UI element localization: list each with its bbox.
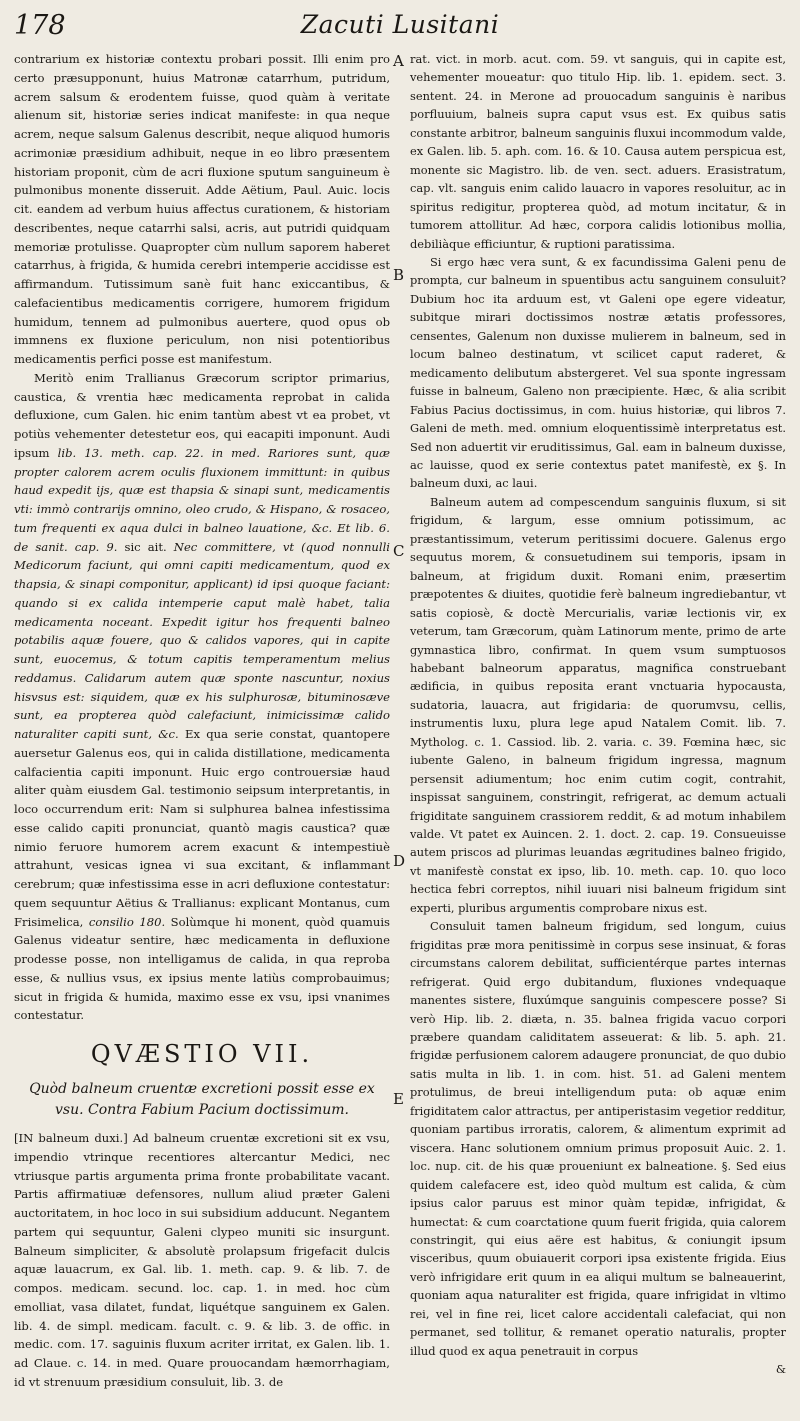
catchword: & xyxy=(775,1362,786,1377)
quaestio-title: QVÆSTIO VII. xyxy=(90,1040,314,1068)
left-paragraph-2g: Solùmque hi monent, quòd quamuis Galenus videatur sentire, hæc medicamenta in defluxione prodesse posse, non intelligamus de calida, in qua reproba esse, & nullius vsus, ex ipsius mente latiùs comprobauimus; sicut in frigida & humida, maximo esse ex vsu, ipsi vnanimes contestatur. xyxy=(14,914,391,1023)
page-header xyxy=(14,8,786,48)
right-paragraph-4: Consuluit tamen balneum frigidum, sed longum, cuius frigiditas præ mora penitissimè in corpus sese insinuat, & foras circumstans calorem debilitat, sufficientérque partes internas refrigerat. Quid ergo dubitandum, fluxiones vndequaque manentes sistere, fluxúmque sanguinis compescere posse? Si verò Hip. lib. 2. diæta, n. 35. balnea frigida vacuo corpori præbere quandam caliditatem asseuerat: & lib. 5. aph. 21. frigidæ perfusionem calorem adaugere pronunciat, de quo dubio satis multa in lib. 1. in com. hist. 51. ad Galeni mentem protulimus, de breui intelligendum puta: ob aquæ enim frigiditatem calor attractus, per antiperistasim vegetior redditur, quoniam partibus irroratis, calorem, & alimentum exprimit ad viscera. Hanc solutionem omnium primus proposuit Auic. 2. 1. loc. nup. cit. de his quæ proueniunt ex balneatione. §. Sed eius quidem calefacere est, ideo quòd multum est calida, & cùm ipsius calor paruus est minor quàm tepidæ, infrigidat, & humectat: & cum coarctatione quum fuerit frigida, quia calorem constringit, qui eius aëre est habitus, & coniungit ipsum visceribus, quum obuiauerit corpori ipsa existente frigida. Eius verò infrigidare erit quum in ea aliqui multum se balneauerint, quoniam aqua naturaliter est frigida, quare infrigidat in vltimo rei, vel in fine rei, licet calore accidentali calefaciat, qui non permanet, sed tollitur, & remanet operatio naturalis, propter illud quod ex aqua penetrauit in corpus xyxy=(410,919,786,1358)
running-title: Zacuti Lusitani xyxy=(300,10,500,39)
page-number: 178 xyxy=(14,10,66,41)
right-paragraph-3: Balneum autem ad compescendum sanguinis fluxum, si sit frigidum, & largum, esse omnium potissimum, ac præstantissimum, veterum peritissimi docuere. Galenus ergo sequutus morem, & consuetudinem sui temporis, ipsam in balneum, at frigidum duxit. Romani enim, præsertim præpotentes & diuites, quotidie ferè balneum ingrediebantur, vt satis copiosè, & doctè Mercurialis, variæ lectionis vir, ex veterum, tam Græcorum, quàm Latinorum mente, primo de arte gymnastica libro, confirmat. In quem vsum sumptuosos habebant balneorum apparatus, magnifica construebant ædificia, in quibus reposita erant vnctuaria hypocausta, sudatoria, lauacra, aut frigidaria: de quorumvsu, cellis, instrumentis luxu, plura lege apud Natalem Comit. lib. 7. Mytholog. c. 1. Cassiod. lib. 2. varia. c. 39. Fœmina hæc, sic iubente Galeno, in balneum frigidum ingressa, magnum persensit adiumentum; hoc enim cutim cogit, contrahit, inspissat sanguinem, constringit, refrigerat, ac demum actuali frigiditate sanguinem crassiorem reddit, & ad motum inhabilem valde. Vt patet ex Auincen. 2. 1. doct. 2. cap. 19. Consueuisse autem priscos ad plurimas leuandas ægritudines balneo frigido, vt manifestè constat ex ipso, lib. 10. meth. cap. 10. quo loco hectica febri correptos, nihil iuuari nisi balneum frigidum sint experti, pluribus argumentis comprobare nixus est. xyxy=(410,494,786,915)
left-paragraph-1: contrarium ex historiæ contextu probari possit. Illi enim pro certo præsupponunt, huius Matronæ catarrhum, putridum, acrem salsum & erodentem fuisse, quod quàm à veritate alienum sit, historiæ series indicat manifeste: in qua neque acrem, neque salsum Galenus describit, neque aliquod humoris acrimoniæ præsidium adhibuit, neque in eo libro præsentem historiam proponit, cùm de acri fluxione sputum sanguineum è pulmonibus monente disseruit. Adde Aëtium, Paul. Auic. locis cit. eandem ad verbum huius affectus curationem, & historiam describentes, neque catarrhi salsi, acris, aut putridi quidquam memoriæ protulisse. Quapropter cùm nullum saporem haberet catarrhus, à frigida, & humida cerebri intemperie accidisse est affirmandum. Tutissimum sanè fuit hanc exiccantibus, & calefacientibus medicamentis corrigere, humorem frigidum humidum, tennem ad pulmonibus auertere, quod opus ob immnens ex fluxione periculum, non nisi potentioribus medicamentis perfici posse est manifestum. xyxy=(14,52,390,366)
left-paragraph-2a: Meritò enim Trallianus Græcorum scriptor primarius, caustica, & vrentia hæc medicamenta reprobat in calida defluxione, cum Galen. hic enim tantùm abest vt ea probet, vt potiùs vehementer detestetur eos, qui eacapiti imponunt. Audi ipsum xyxy=(14,370,390,460)
left-paragraph-2b: lib. 13. meth. cap. 22. in med. Rariores sunt, quæ propter calorem acrem oculis fluxionem immittunt: in quibus haud expedit ijs, quæ est thapsia & sinapi sunt, medicamentis vti: immò contrarijs omnino, oleo crudo, & Hispano, & rosaceo, tum frequenti ex aqua dulci in balneo lauatione, &c. Et lib. 6. de sanit. cap. 9. xyxy=(14,445,390,554)
margin-letter-c: C xyxy=(393,542,405,560)
margin-letter-d: D xyxy=(393,852,406,870)
quaestio-subtitle: Quòd balneum cruentæ excretioni possit esse ex vsu. Contra Fabium Pacium doctissimum. xyxy=(29,1081,375,1118)
right-column xyxy=(410,50,786,1379)
right-paragraph-2: Si ergo hæc vera sunt, & ex facundissima Galeni penu de prompta, cur balneum in spuentibus actu sanguinem consuluit? Dubium hoc ita arduum est, vt Galeni ope egere videatur, subitque mirari doctissimos nostræ ætatis professores, censentes, Galenum non duxisse mulierem in balneum, sed in locum balneo destinatum, vt scilicet caput raderet, & medicamento delibutum abstergeret. Vel sua sponte ingressam fuisse in balneum, Galeno non præcipiente. Hæc, & alia scribit Fabius Pacius doctissimus, in com. huius historiæ, qui libros 7. Galeni de meth. med. omnium eloquentissimè interpretatus est. Sed non aduertit vir eruditissimus, Gal. eam in balneum duxisse, ac lauisse, quod ex serie contextus patet manifestè, ex §. In balneum duxi, ac laui. xyxy=(410,254,786,491)
left-paragraph-2f: consilio 180. xyxy=(88,914,166,929)
left-paragraph-2e: Ex qua serie constat, quantopere auersetur Galenus eos, qui in calida distillatione, medicamenta calfacientia capiti imponunt. Huic ergo controuersiæ haud aliter quàm eiusdem Gal. testimonio seipsum interpretantis, in loco occurrendum erit: Nam si sulphurea balnea infestissima esse calido capiti pronunciat, quantò magis caustica? quæ nimio feruore humorem acrem exacunt & intempestiuè attrahunt, vesicas ignea vi sua excitant, & inflammant cerebrum; quæ infestissima esse in acri defluxione contestatur: quem sequuntur Aëtius & Trallianus: explicant Montanus, cum Frisimelica, xyxy=(14,727,390,929)
left-paragraph-2d: Nec committere, vt (quod nonnulli Medicorum faciunt, qui omni capiti medicamentum, quod ex thapsia, & sinapi componitur, applicant) id ipsi quoque faciant: quando si ex calida intemperie caput malè habet, talia medicamenta noceant. Expedit igitur hos frequenti balneo potabilis aquæ fouere, quo & calidos vapores, qui in capite sunt, euocemus, & totum capitis temperamentum melius reddamus. Calidarum autem quæ sponte nascuntur, noxius hisvsus est: siquidem, quæ ex his sulphurosæ, bituminosæve sunt, ea propterea quòd calefaciunt, inimicissimæ calido naturaliter capiti sunt, &c. xyxy=(14,539,391,741)
margin-letter-b: B xyxy=(393,266,405,284)
left-paragraph-3: [IN balneum duxi.] Ad balneum cruentæ excretioni sit ex vsu, impendio vtrinque recentiores altercantur Medici, nec vtriusque partis argumenta prima fronte probabilitate vacant. Partis affirmatiuæ defensores, nullum aliud præter Galeni auctoritatem, in hoc loco in sui subsidium adducunt. Negantem partem qui sequuntur, Galeni clypeo muniti sic insurgunt. Balneum simpliciter, & absolutè prolapsum frigefacit dulcis aquæ lauacrum, ex Gal. lib. 1. meth. cap. 9. & lib. 7. de compos. medicam. secund. loc. cap. 1. in med. hoc cùm emolliat, vasa dilatet, fundat, liquétque sanguinem ex Galen. lib. 4. de simpl. medicam. facult. c. 9. & lib. 3. de offic. in medic. com. 17. saguinis fluxum acriter irritat, ex Galen. lib. 1. ad Claue. c. 14. in med. Quare prouocandam hæmorrhagiam, id vt strenuum præsidium consuluit, lib. 3. de xyxy=(14,1131,390,1389)
margin-letter-a: A xyxy=(393,52,404,70)
left-paragraph-2c: sic ait. xyxy=(117,539,174,554)
left-paragraph-2 xyxy=(14,369,390,1025)
left-column xyxy=(14,50,390,1392)
right-paragraph-1: rat. vict. in morb. acut. com. 59. vt sanguis, qui in capite est, vehementer moueatur: quo titulo Hip. lib. 1. epidem. sect. 3. sentent. 24. in Merone ad prouocadum sanguinis è naribus porfluuium, balneis supra caput vsus est. Ex quibus satis constante arbitror, balneum sanguinis fluxui incommodum valde, ex Galen. lib. 5. aph. com. 16. & 10. Causa autem perspicua est, monente sic Magistro. lib. de ven. sect. aduers. Erasistratum, cap. vlt. sanguis enim calido lauacro in vapores resoluitur, ac in spiritus redigitur, propterea quòd, ad motum incitatur, & in tumorem attollitur. Ad hæc, corpora calidis lotionibus mollia, debiliàque efficiuntur, & ruptioni paratissima. xyxy=(410,52,787,251)
margin-letter-e: E xyxy=(393,1090,404,1108)
